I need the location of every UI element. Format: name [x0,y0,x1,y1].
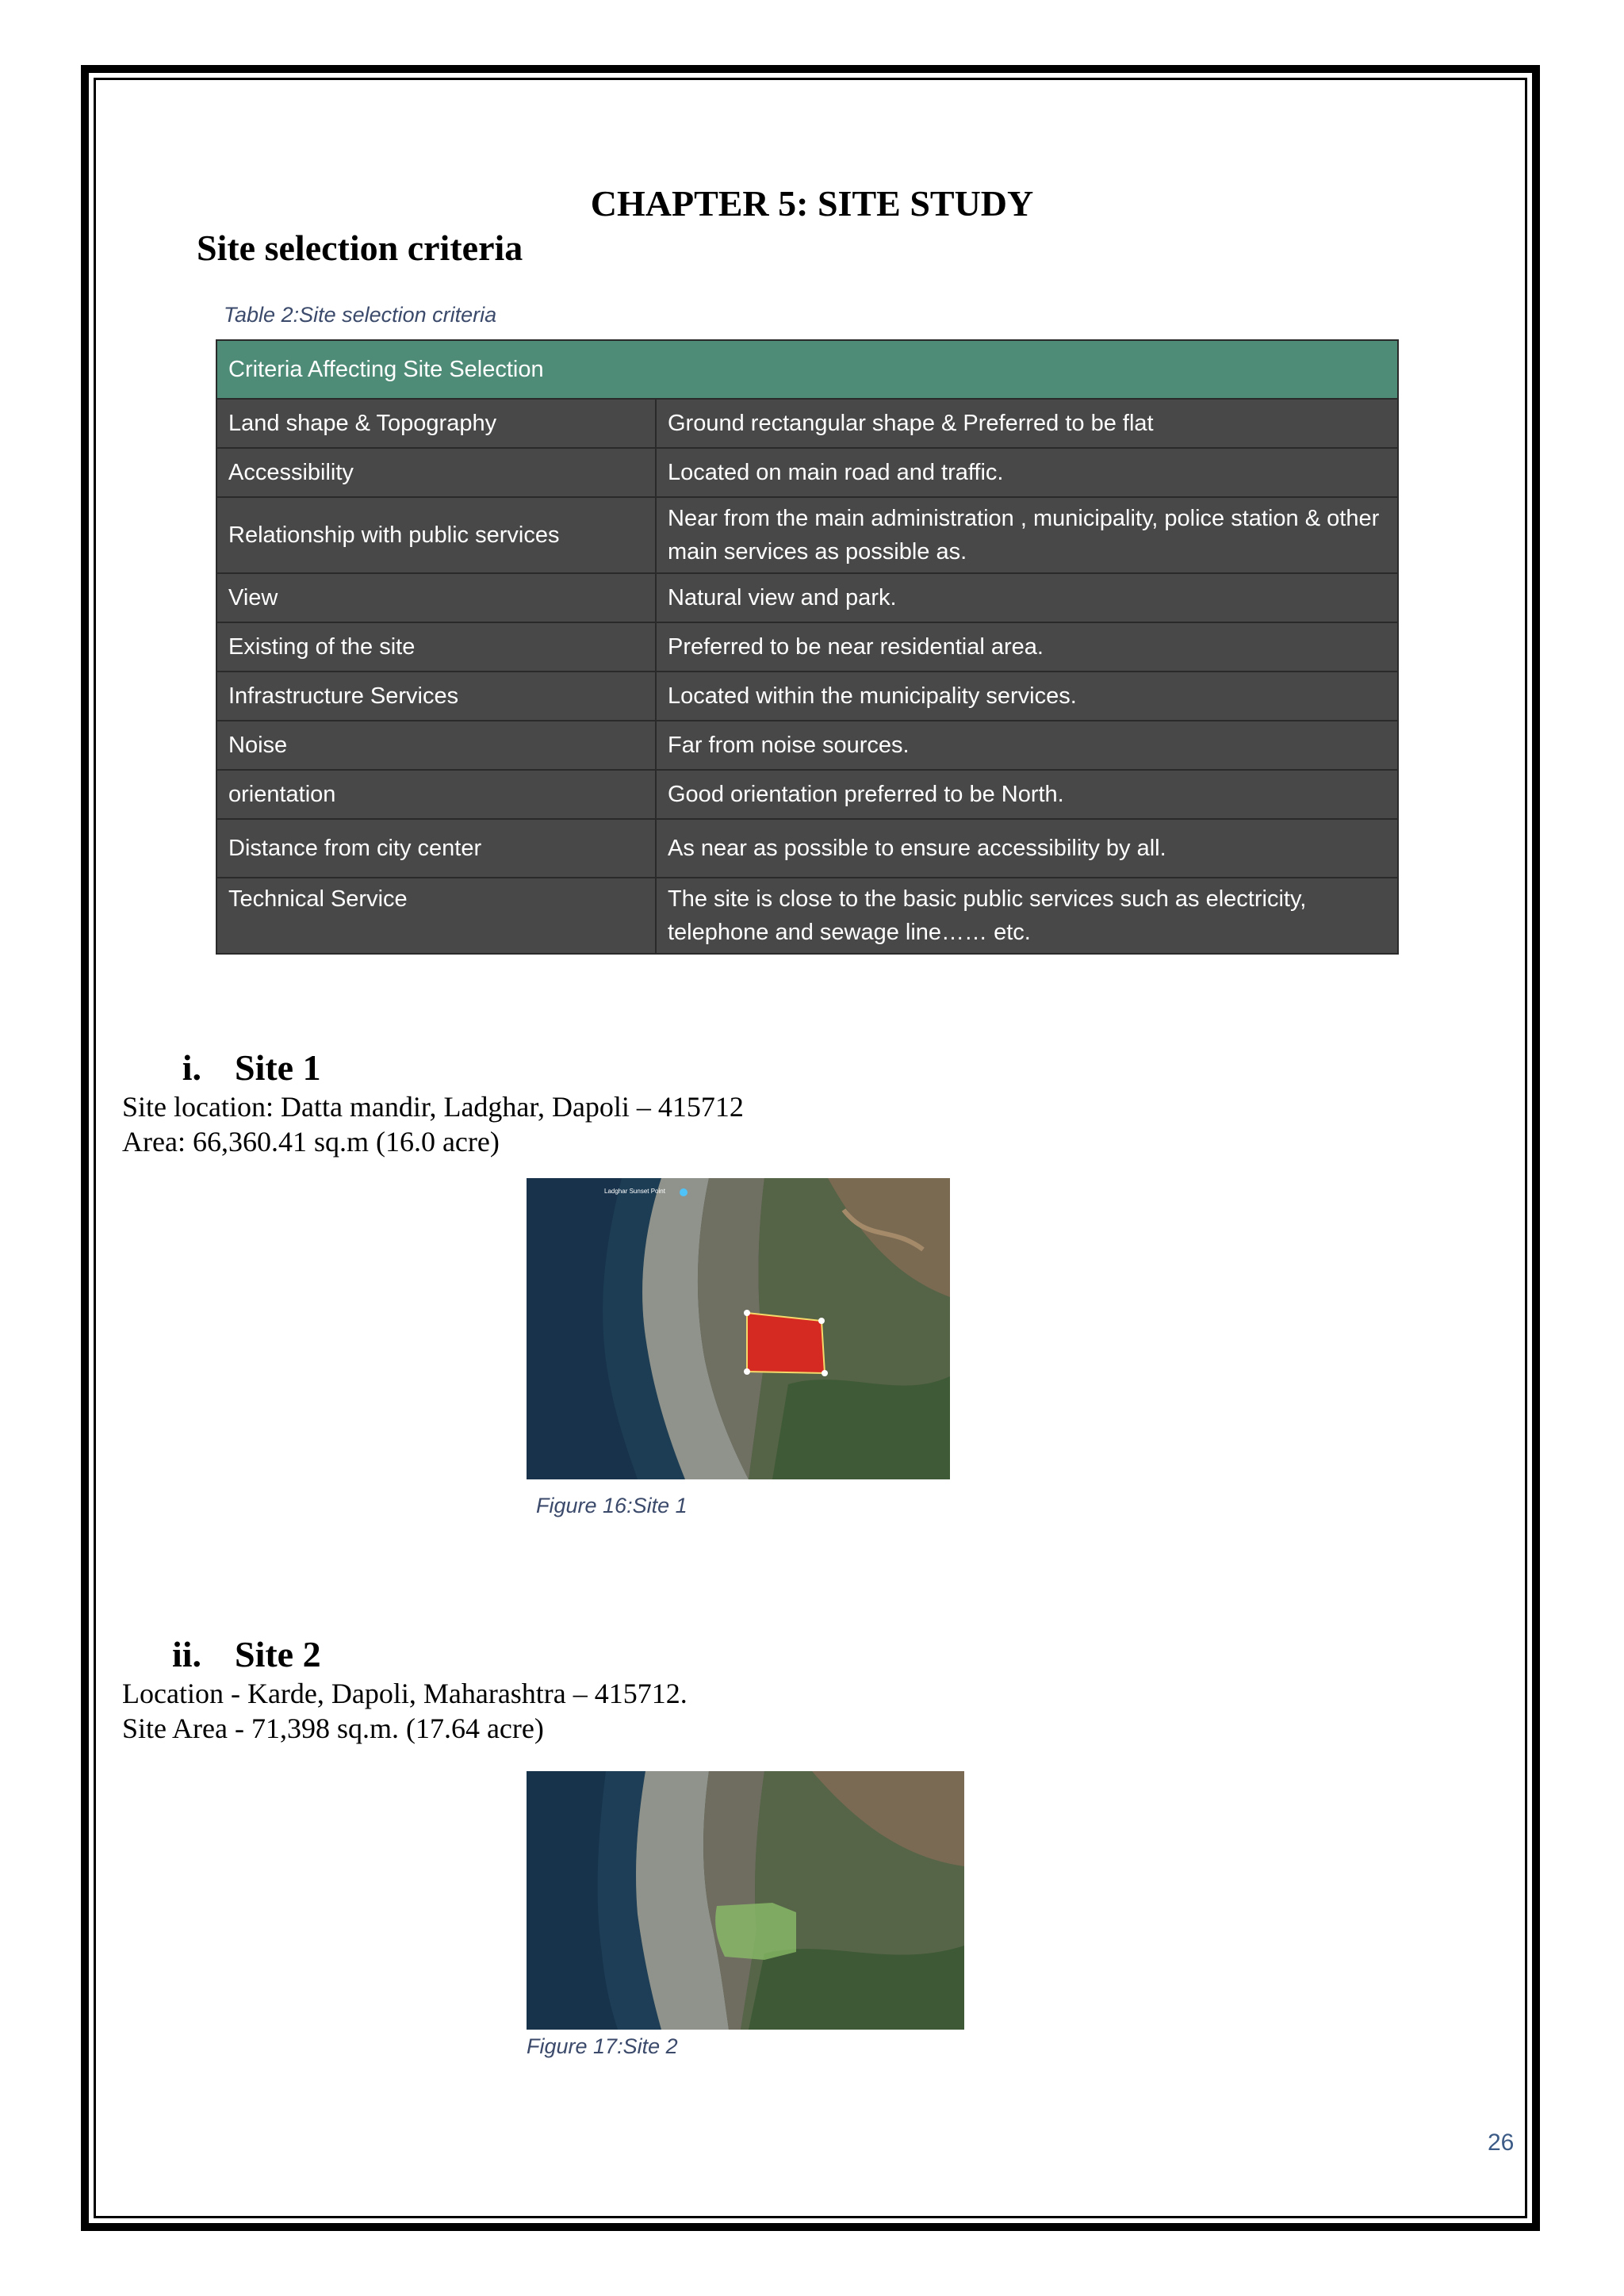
criteria-cell: Accessibility [216,448,656,497]
table-row [216,721,1398,770]
description-cell: Natural view and park. [656,573,1398,622]
criteria-cell: Technical Service [216,878,656,954]
table-row [216,448,1398,497]
site2-heading [122,1633,321,1675]
criteria-cell: Existing of the site [216,622,656,672]
table-row [216,878,1398,954]
description-cell: As near as possible to ensure accessibility by all. [656,819,1398,878]
criteria-cell: Land shape & Topography [216,399,656,448]
description-cell: Good orientation preferred to be North. [656,770,1398,819]
criteria-cell: orientation [216,770,656,819]
site2-map-image [527,1771,964,2030]
site1-title: Site 1 [235,1047,321,1088]
description-cell: Far from noise sources. [656,721,1398,770]
site2-location: Location - Karde, Dapoli, Maharashtra – 415712. [122,1678,688,1709]
page-number: 26 [1488,2130,1515,2156]
site1-figure-caption: Figure 16:Site 1 [536,1494,688,1517]
site2-figure-caption: Figure 17:Site 2 [527,2034,678,2058]
description-cell: Located within the municipality services. [656,672,1398,721]
site2-number: ii. [171,1634,201,1674]
criteria-cell: Distance from city center [216,819,656,878]
table-header: Criteria Affecting Site Selection [216,340,1398,399]
table-row [216,497,1398,573]
table-row [216,770,1398,819]
site2-area: Site Area - 71,398 sq.m. (17.64 acre) [122,1712,544,1744]
criteria-cell: Noise [216,721,656,770]
site1-map-image [527,1178,950,1479]
table-header-row [216,340,1398,399]
site1-location: Site location: Datta mandir, Ladghar, Dapoli – 415712 [122,1091,744,1123]
criteria-cell: Relationship with public services [216,497,656,573]
site2-satellite-map [527,1771,964,2030]
site1-map-label: Ladghar Sunset Point [604,1188,665,1195]
chapter-title: CHAPTER 5: SITE STUDY [590,183,1034,224]
table-row [216,672,1398,721]
criteria-cell: Infrastructure Services [216,672,656,721]
site1-area: Area: 66,360.41 sq.m (16.0 acre) [122,1126,500,1158]
criteria-table [216,339,1399,955]
site2-title: Site 2 [235,1634,321,1674]
criteria-cell: View [216,573,656,622]
site1-number: i. [182,1047,201,1088]
site1-satellite-map [527,1178,950,1479]
description-cell: Near from the main administration , municipality, police station & other main services as possible as. [656,497,1398,573]
table-row [216,622,1398,672]
description-cell: Ground rectangular shape & Preferred to be flat [656,399,1398,448]
table-row [216,399,1398,448]
table-caption: Table 2:Site selection criteria [224,303,497,327]
site1-heading [122,1047,321,1089]
table-row [216,573,1398,622]
description-cell: Located on main road and traffic. [656,448,1398,497]
table-row [216,819,1398,878]
description-cell: The site is close to the basic public services such as electricity, telephone and sewage line…… etc. [656,878,1398,954]
description-cell: Preferred to be near residential area. [656,622,1398,672]
section-title: Site selection criteria [197,228,523,268]
